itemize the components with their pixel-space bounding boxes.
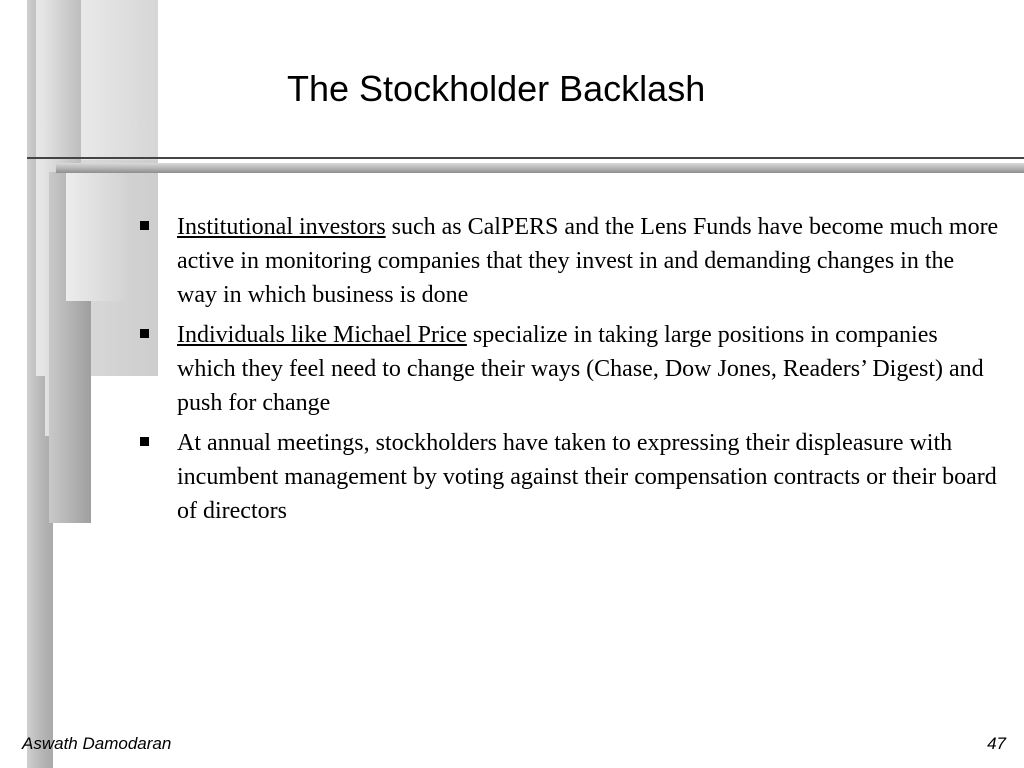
- bullet-body-text: specialize in taking large positions in companies which they feel need to change their ways (Chase, Dow Jones, Readers’ Digest) and push for change: [177, 322, 984, 416]
- page-number: 47: [987, 734, 1006, 753]
- bullet-body-text: such as CalPERS and the Lens Funds have become much more active in monitoring companies that they invest in and demanding changes in the way in which business is done: [177, 214, 999, 308]
- slide-title: The Stockholder Backlash: [287, 68, 706, 109]
- title-divider: [27, 157, 1024, 159]
- decorative-bar: [81, 0, 158, 160]
- square-bullet-icon: [140, 437, 149, 446]
- bullet-lead-text: Individuals like Michael Price: [177, 322, 467, 348]
- bullet-text: [177, 214, 998, 308]
- footer-author: Aswath Damodaran: [22, 734, 172, 753]
- bullet-body-text: At annual meetings, stockholders have taken to expressing their displeasure with incumbent management by voting against their compensation contracts or their board of directors: [177, 430, 997, 524]
- bullet-item: [140, 210, 1000, 312]
- bullet-item: [140, 318, 1000, 420]
- bullet-text: [177, 322, 984, 416]
- decorative-bar: [66, 172, 126, 301]
- bullet-text: [177, 430, 997, 524]
- bullet-list: [140, 210, 1000, 534]
- square-bullet-icon: [140, 221, 149, 230]
- square-bullet-icon: [140, 329, 149, 338]
- bullet-lead-text: Institutional investors: [177, 214, 386, 240]
- title-divider-bar: [56, 163, 1024, 173]
- bullet-item: [140, 426, 1000, 528]
